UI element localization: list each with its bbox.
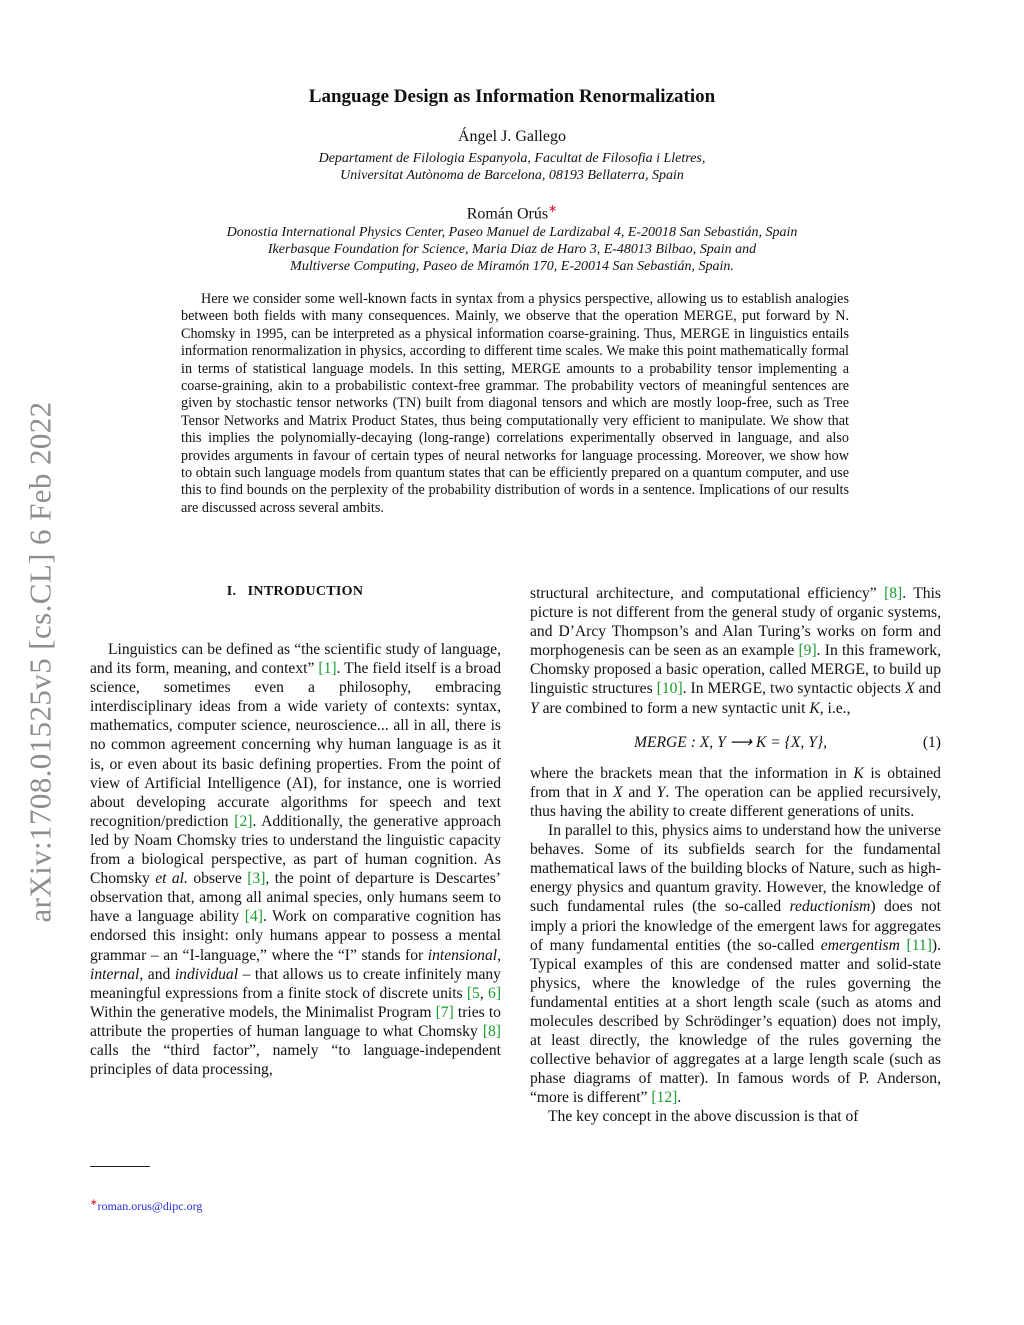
section-heading <box>90 584 500 600</box>
text-run: , and <box>139 965 175 983</box>
arxiv-stamp <box>12 366 70 958</box>
text-run: ). Typical examples of this are condensed matter and solid-state physics, where the knowledge of the rules governing the fundamental entities at a short length scale (such as atoms and molecules described by Schrödinger’s equation) does not imply, at least directly, the knowledge of the rules governing the collective behavior of aggregates at a large length scale (such as phase diagrams of matter). In famous words of P. Anderson, “more is different” <box>530 936 941 1107</box>
equation-number: (1) <box>922 733 941 751</box>
citation-link[interactable]: [7] <box>435 1003 454 1021</box>
text-run: ) does not imply a priori the knowledge of the emergent laws for aggregates of many fundamental entities (the so-called <box>530 898 942 954</box>
text-run: . <box>677 1089 682 1107</box>
text-run: individual <box>174 965 239 983</box>
paper-title: Language Design as Information Renormalization <box>308 86 716 107</box>
author-affiliation: Donostia International Physics Center, Paseo Manuel de Lardizabal 4, E-20018 San Sebastián, Spain <box>226 225 798 240</box>
abstract: Here we consider some well-known facts in syntax from a physics perspective, allowing us to establish analogies between both fields with many consequences. Mainly, we observe that the operation MERGE, put forward by N. Chomsky in 1995, can be interpreted as a physical information coarse-graining. Thus, MERGE in linguistics entails information renormalization in physics, according to different time scales. We make this point mathematically formal in terms of statistical language models. In this setting, MERGE amounts to a probability tensor implementing a coarse-graining, akin to a probabilistic context-free grammar. The probability vectors of meaningful sentences are given by stochastic tensor networks (TN) built from diagonal tensors and which are mostly loop-free, such as Tree Tensor Networks and Matrix Product States, thus being computationally very efficient to manipulate. We show that this implies the polynomially-decaying (long-range) correlations experimentally observed in language, and also provides arguments in favour of certain types of neural networks for language processing. Moreover, we show how to obtain such language models from quantum states that can be efficiently prepared on a quantum computer, and use this to find bounds on the perplexity of the probability distribution of words in a sentence. Implications of our results are discussed across several ambits. <box>181 291 849 516</box>
footnote <box>90 1197 202 1214</box>
author-affiliation: Ikerbasque Foundation for Science, Maria Diaz de Haro 3, E-48013 Bilbao, Spain and <box>267 242 757 257</box>
citation-link[interactable]: [1] <box>318 660 337 678</box>
text-run: where the brackets mean that the information in <box>530 764 854 782</box>
text-run: In parallel to this, physics aims to understand how the universe behaves. Some of its subfields search for the fundamental mathematical laws of the building blocks of Nature, such as high-energy physics and quantum gravity. However, the knowledge of such fundamental rules (the so-called <box>530 822 941 916</box>
math-symbol: K <box>809 699 820 717</box>
arxiv-id: arXiv:1708.01525v5 [cs.CL] 6 Feb 2022 <box>23 401 59 923</box>
citation-link[interactable]: [8] <box>884 585 903 602</box>
math-symbol: Y <box>656 783 666 801</box>
footnote-mark: ∗ <box>90 1197 98 1207</box>
section-title: INTRODUCTION <box>247 584 364 599</box>
text-run: tries to attribute the properties of human language to what Chomsky <box>90 1003 501 1040</box>
citation-link[interactable]: [10] <box>656 680 683 698</box>
text-run: intensional, internal <box>90 946 501 983</box>
citation-link[interactable]: [3] <box>247 870 266 888</box>
section-number: I. <box>226 584 237 599</box>
footnote-mark[interactable]: ∗ <box>548 203 558 215</box>
text-run: et al. <box>155 870 188 888</box>
paragraph <box>530 764 941 821</box>
math-symbol: K <box>853 764 864 782</box>
text-run: , the point of departure is Descartes’ observation that, among all animal species, only humans seem to have a language ability <box>90 870 501 926</box>
text-run: reductionism <box>789 898 871 916</box>
citation-link[interactable]: [8] <box>482 1022 501 1040</box>
author-name: Ángel J. Gallego <box>458 128 566 145</box>
text-run: . In MERGE, two syntactic objects <box>682 680 905 698</box>
text-run: . Additionally, the generative approach led by Noam Chomsky tries to understand the linguistic capacity from a biological perspective, as part of human cognition. As Chomsky <box>90 812 501 888</box>
text-run: and <box>622 783 657 801</box>
text-run: . This picture is not different from the general study of organic systems, and D’Arcy Thompson’s and Alan Turing’s works on form and morphogenesis can be seen as an example <box>530 585 941 660</box>
author-name <box>0 202 1024 223</box>
text-run: are combined to form a new syntactic unit <box>538 699 810 717</box>
paragraph <box>530 821 941 1107</box>
email-link[interactable]: roman.orus@dipc.org <box>97 1199 203 1213</box>
citation-link[interactable]: 6] <box>488 984 502 1002</box>
citation-link[interactable]: [4] <box>244 908 263 926</box>
math-symbol: X <box>904 680 915 698</box>
citation-link[interactable]: [2] <box>234 812 253 830</box>
right-column <box>530 584 941 1127</box>
left-column <box>90 640 501 1079</box>
text-run: . Work on comparative cognition has endorsed this insight: only humans appear to possess a mental grammar – an “I-language,” where the “I” stands for <box>90 908 501 964</box>
paragraph: The key concept in the above discussion is that of <box>548 1108 859 1126</box>
math-symbol: Y <box>530 699 539 717</box>
footnote-divider <box>90 1166 150 1167</box>
text-run: . The field itself is a broad science, sometimes even a philosophy, embracing interdisciplinary ideas from a wide variety of contexts: syntax, mathematics, computer science, neuroscience... all in all, there is no common agreement concerning why human language is as it is, or even about its basic defining properties. From the point of view of Artificial Intelligence (AI), for instance, one is worried about developing accurate algorithms for speech and text recognition/prediction <box>90 660 501 830</box>
citation-link[interactable]: [12] <box>651 1089 678 1107</box>
paragraph <box>530 584 941 718</box>
citation-link[interactable]: [5 <box>466 984 480 1002</box>
citation-link[interactable]: [9] <box>798 642 817 660</box>
citation-link[interactable]: [11] <box>906 936 932 954</box>
text-run: Linguistics can be defined as “the scientific study of language, and its form, meaning, and context” <box>90 641 501 678</box>
paragraph <box>90 640 501 1079</box>
text-run: . The operation can be applied recursively, thus having the ability to create different generations of units. <box>530 783 941 820</box>
math-symbol: X <box>613 783 623 801</box>
equation-1 <box>530 733 941 752</box>
author-affiliation: Universitat Autònoma de Barcelona, 08193 Bellaterra, Spain <box>340 168 684 183</box>
author-affiliation: Multiverse Computing, Paseo de Miramón 170, E-20014 San Sebastián, Spain. <box>290 259 734 274</box>
text-run: emergentism <box>820 936 900 954</box>
text-run: Within the generative models, the Minimalist Program <box>90 1003 436 1021</box>
equation-body: MERGE : X, Y ⟶ K = {X, Y}, <box>633 733 828 751</box>
text-run: and <box>914 680 941 698</box>
text-run: , <box>479 984 489 1002</box>
author-name-text: Román Orús <box>466 205 549 223</box>
text-run: – that allows us to create infinitely many meaningful expressions from a finite stock of discrete units <box>90 965 501 1002</box>
text-run: calls the “third factor”, namely “to language-independent principles of data processing, <box>90 1041 501 1079</box>
text-run: , i.e., <box>819 699 851 717</box>
text-run: . In this framework, Chomsky proposed a basic operation, called MERGE, to build up linguistic structures <box>530 642 942 698</box>
text-run: is obtained from that in <box>530 764 941 801</box>
author-affiliation: Departament de Filologia Espanyola, Facultat de Filosofia i Lletres, <box>318 151 706 166</box>
text-run: structural architecture, and computational efficiency” <box>530 585 885 602</box>
text-run: observe <box>187 870 248 888</box>
